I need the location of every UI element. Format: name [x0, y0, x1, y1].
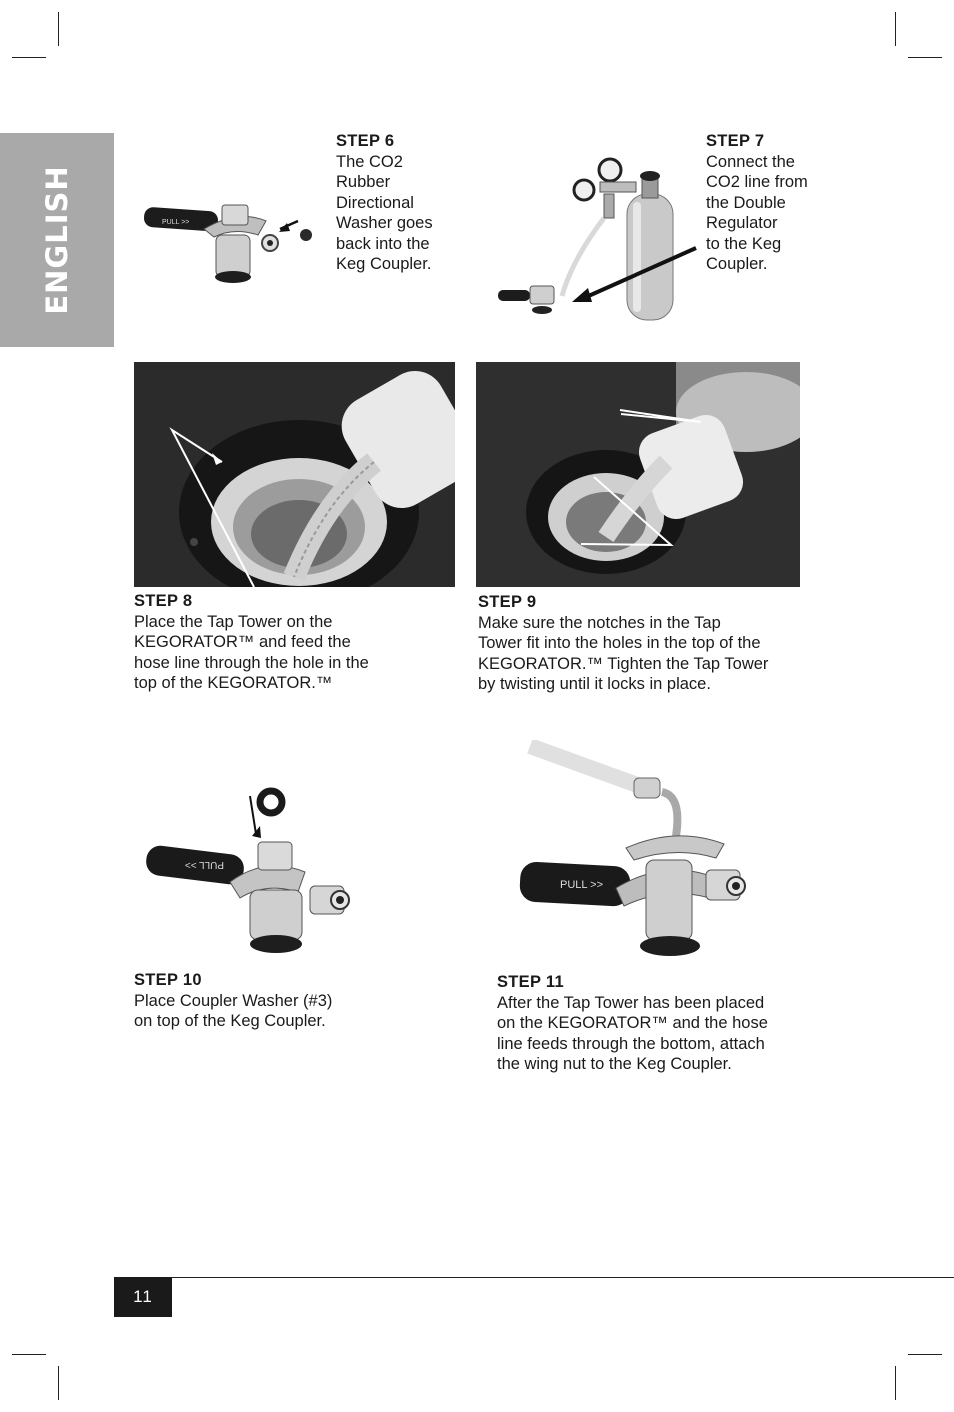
pull-label: PULL >> — [184, 859, 224, 870]
crop-mark — [58, 1366, 59, 1400]
step6-coupler-illustration — [138, 195, 316, 295]
step10-coupler-illustration — [140, 786, 360, 962]
step11-coupler-illustration — [516, 740, 756, 962]
step9-block — [478, 592, 768, 695]
step8-line: hose line through the hole in the — [134, 653, 369, 672]
step8-line: Place the Tap Tower on the — [134, 612, 333, 631]
language-tab — [0, 133, 114, 347]
step8-photo — [134, 362, 455, 587]
step8-title: STEP 8 — [134, 592, 193, 610]
step8-line: top of the KEGORATOR.™ — [134, 674, 333, 692]
step10-line: on top of the Keg Coupler. — [134, 1012, 326, 1030]
step7-line: Connect the — [706, 152, 795, 171]
step9-line: KEGORATOR.™ Tighten the Tap Tower — [478, 654, 769, 673]
crop-mark — [908, 1354, 942, 1355]
step9-line: by twisting until it locks in place. — [478, 675, 711, 693]
step11-line: line feeds through the bottom, attach — [497, 1034, 765, 1053]
step6-line: Rubber — [336, 173, 391, 191]
pull-label: PULL >> — [162, 219, 190, 226]
step10-line: Place Coupler Washer (#3) — [134, 991, 333, 1010]
step8-line: KEGORATOR™ and feed the — [134, 633, 351, 651]
step7-block — [706, 131, 808, 275]
crop-mark — [12, 1354, 46, 1355]
step6-line: Directional — [336, 193, 414, 212]
pull-label: PULL >> — [560, 879, 604, 891]
footer-rule — [114, 1277, 954, 1278]
language-tab-label: ENGLISH — [40, 165, 74, 315]
crop-mark — [908, 57, 942, 58]
step6-line: The CO2 — [336, 152, 403, 171]
step10-title: STEP 10 — [134, 971, 202, 989]
step9-title: STEP 9 — [478, 593, 537, 611]
step6-line: Keg Coupler. — [336, 255, 432, 273]
step7-line: CO2 line from — [706, 173, 808, 191]
step7-title: STEP 7 — [706, 132, 765, 150]
page-number: 11 — [114, 1277, 172, 1317]
crop-mark — [895, 12, 896, 46]
step9-photo — [476, 362, 800, 587]
step11-line: After the Tap Tower has been placed — [497, 993, 765, 1012]
step6-line: Washer goes — [336, 214, 433, 232]
step7-line: Regulator — [706, 214, 778, 232]
step8-block — [134, 591, 369, 694]
step7-co2-tank-illustration — [492, 150, 704, 326]
step6-title: STEP 6 — [336, 132, 395, 150]
step11-line: on the KEGORATOR™ and the hose — [497, 1014, 768, 1032]
step11-line: the wing nut to the Keg Coupler. — [497, 1055, 732, 1073]
crop-mark — [12, 57, 46, 58]
step9-line: Tower fit into the holes in the top of the — [478, 634, 761, 652]
step6-line: back into the — [336, 234, 430, 253]
step7-line: Coupler. — [706, 255, 768, 273]
step7-line: the Double — [706, 193, 786, 212]
step10-block — [134, 970, 332, 1032]
crop-mark — [58, 12, 59, 46]
step11-title: STEP 11 — [497, 973, 564, 991]
step9-line: Make sure the notches in the Tap — [478, 613, 721, 632]
crop-mark — [895, 1366, 896, 1400]
step11-block — [497, 972, 768, 1075]
step7-line: to the Keg — [706, 234, 782, 253]
step6-block — [336, 131, 433, 275]
